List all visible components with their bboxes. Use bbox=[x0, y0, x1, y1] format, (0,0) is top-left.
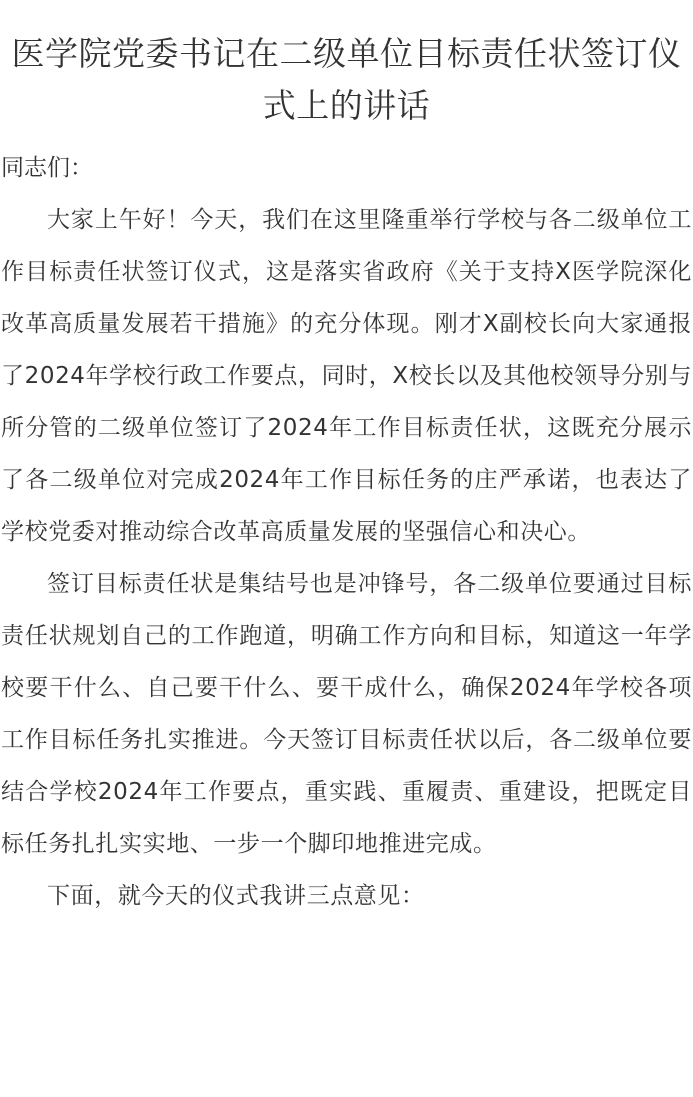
paragraph-responsibility: 签订目标责任状是集结号也是冲锋号，各二级单位要通过目标责任状规划自己的工作跑道，明确工作方向和目标，知道这一年学校要干什么、自己要干什么、要干成什么，确保2024年学校各项工作目标任务扎实推进。今天签订目标责任状以后，各二级单位要结合学校2024年工作要点，重实践、重履责、重建设，把既定目标任务扎扎实实地、一步一个脚印地推进完成。 bbox=[1, 571, 692, 857]
document-title: 医学院党委书记在二级单位目标责任状签订仪式上的讲话 bbox=[11, 34, 682, 125]
salutation: 同志们： bbox=[1, 155, 93, 181]
paragraph-opening: 大家上午好！今天，我们在这里隆重举行学校与各二级单位工作目标责任状签订仪式，这是落实省政府《关于支持X医学院深化改革高质量发展若干措施》的充分体现。刚才X副校长向大家通报了2024年学校行政工作要点，同时，X校长以及其他校领导分别与所分管的二级单位签订了2024年工作目标责任状，这既充分展示了各二级单位对完成2024年工作目标任务的庄严承诺，也表达了学校党委对推动综合改革高质量发展的坚强信心和决心。 bbox=[1, 207, 692, 545]
paragraph-transition: 下面，就今天的仪式我讲三点意见： bbox=[47, 883, 425, 909]
